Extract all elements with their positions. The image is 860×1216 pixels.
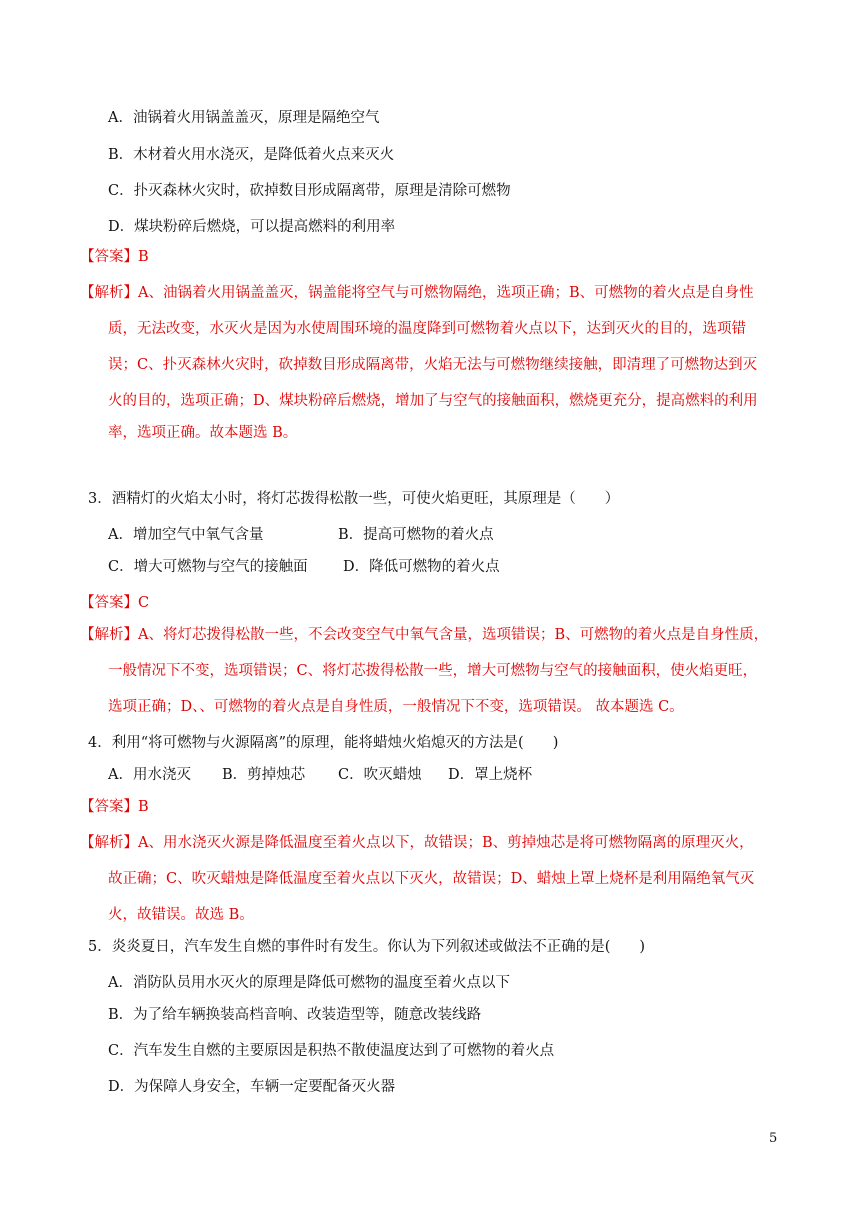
explanation-tag: 【解析】	[80, 285, 138, 301]
explanation-line: 率，选项正确。故本题选 B。	[108, 425, 298, 441]
q4-option-a: A．用水浇灭	[108, 767, 191, 783]
q3-answer	[80, 593, 149, 613]
explanation-tag: 【解析】	[80, 627, 138, 643]
q5-option-b: B．为了给车辆换装高档音响、改装造型等，随意改装线路	[108, 1007, 482, 1023]
q4-option-c: C．吹灭蜡烛	[338, 767, 422, 783]
q5-option-d: D．为保障人身安全，车辆一定要配备灭火器	[108, 1079, 396, 1095]
explanation-line: 质，无法改变，水灭火是因为水使周围环境的温度降到可燃物着火点以下，达到灭火的目的，选项错	[108, 321, 746, 337]
explanation-line: 故正确；C、吹灭蜡烛是降低温度至着火点以下灭火，故错误；D、蜡烛上罩上烧杯是利用隔绝氧气灭	[108, 871, 755, 887]
answer-value: B	[138, 249, 149, 265]
q3-option-d: D．降低可燃物的着火点	[343, 559, 500, 575]
explanation-line: 误；C、扑灭森林火灾时，砍掉数目形成隔离带，火焰无法与可燃物继续接触，即清理了可燃物达到灭	[108, 357, 758, 373]
q3-option-a: A．增加空气中氧气含量	[108, 527, 264, 543]
explanation-tag: 【解析】	[80, 835, 138, 851]
answer-tag: 【答案】	[80, 799, 138, 815]
q2-answer	[80, 247, 149, 267]
q2-option-a: A．油锅着火用锅盖盖灭，原理是隔绝空气	[108, 110, 380, 126]
q3-explanation-first	[80, 625, 768, 645]
q2-option-c: C．扑灭森林火灾时，砍掉数目形成隔离带，原理是清除可燃物	[108, 183, 511, 199]
q3-option-c: C．增大可燃物与空气的接触面	[108, 559, 308, 575]
q4-stem: 4．利用“将可燃物与火源隔离”的原理，能将蜡烛火焰熄灭的方法是( )	[88, 735, 559, 751]
q5-stem: 5．炎炎夏日，汽车发生自燃的事件时有发生。你认为下列叙述或做法不正确的是( )	[88, 939, 646, 955]
q4-explanation-first	[80, 833, 754, 853]
explanation-line: A、油锅着火用锅盖盖灭，锅盖能将空气与可燃物隔绝，选项正确；B、可燃物的着火点是自身性	[138, 285, 754, 301]
q5-option-c: C．汽车发生自燃的主要原因是积热不散使温度达到了可燃物的着火点	[108, 1043, 555, 1059]
answer-tag: 【答案】	[80, 595, 138, 611]
explanation-line: 火的目的，选项正确；D、煤块粉碎后燃烧，增加了与空气的接触面积，燃烧更充分，提高燃料的利用	[108, 393, 758, 409]
answer-value: C	[138, 595, 150, 611]
explanation-line: 火，故错误。故选 B。	[108, 907, 254, 923]
q3-option-b: B．提高可燃物的着火点	[338, 527, 494, 543]
page-number: 5	[769, 1131, 778, 1146]
q3-stem: 3．酒精灯的火焰太小时，将灯芯拨得松散一些，可使火焰更旺，其原理是（ ）	[88, 491, 620, 507]
answer-tag: 【答案】	[80, 249, 138, 265]
q2-option-d: D．煤块粉碎后燃烧，可以提高燃料的利用率	[108, 219, 396, 235]
q4-option-d: D．罩上烧杯	[448, 767, 533, 783]
explanation-line: 一般情况下不变，选项错误；C、将灯芯拨得松散一些，增大可燃物与空气的接触面积，使火焰更旺，	[108, 663, 758, 679]
explanation-line: A、将灯芯拨得松散一些，不会改变空气中氧气含量，选项错误；B、可燃物的着火点是自身性质，	[138, 627, 769, 643]
q2-option-b: B．木材着火用水浇灭，是降低着火点来灭火	[108, 147, 395, 163]
q4-option-b: B．剪掉烛芯	[222, 767, 306, 783]
explanation-line: 选项正确；D、、可燃物的着火点是自身性质，一般情况下不变，选项错误。 故本题选 C。	[108, 699, 684, 715]
answer-value: B	[138, 799, 149, 815]
explanation-line: A、用水浇灭火源是降低温度至着火点以下，故错误；B、剪掉烛芯是将可燃物隔离的原理灭火，	[138, 835, 754, 851]
q5-option-a: A．消防队员用水灭火的原理是降低可燃物的温度至着火点以下	[108, 975, 510, 991]
q4-answer	[80, 797, 149, 817]
q2-explanation-first	[80, 283, 754, 303]
